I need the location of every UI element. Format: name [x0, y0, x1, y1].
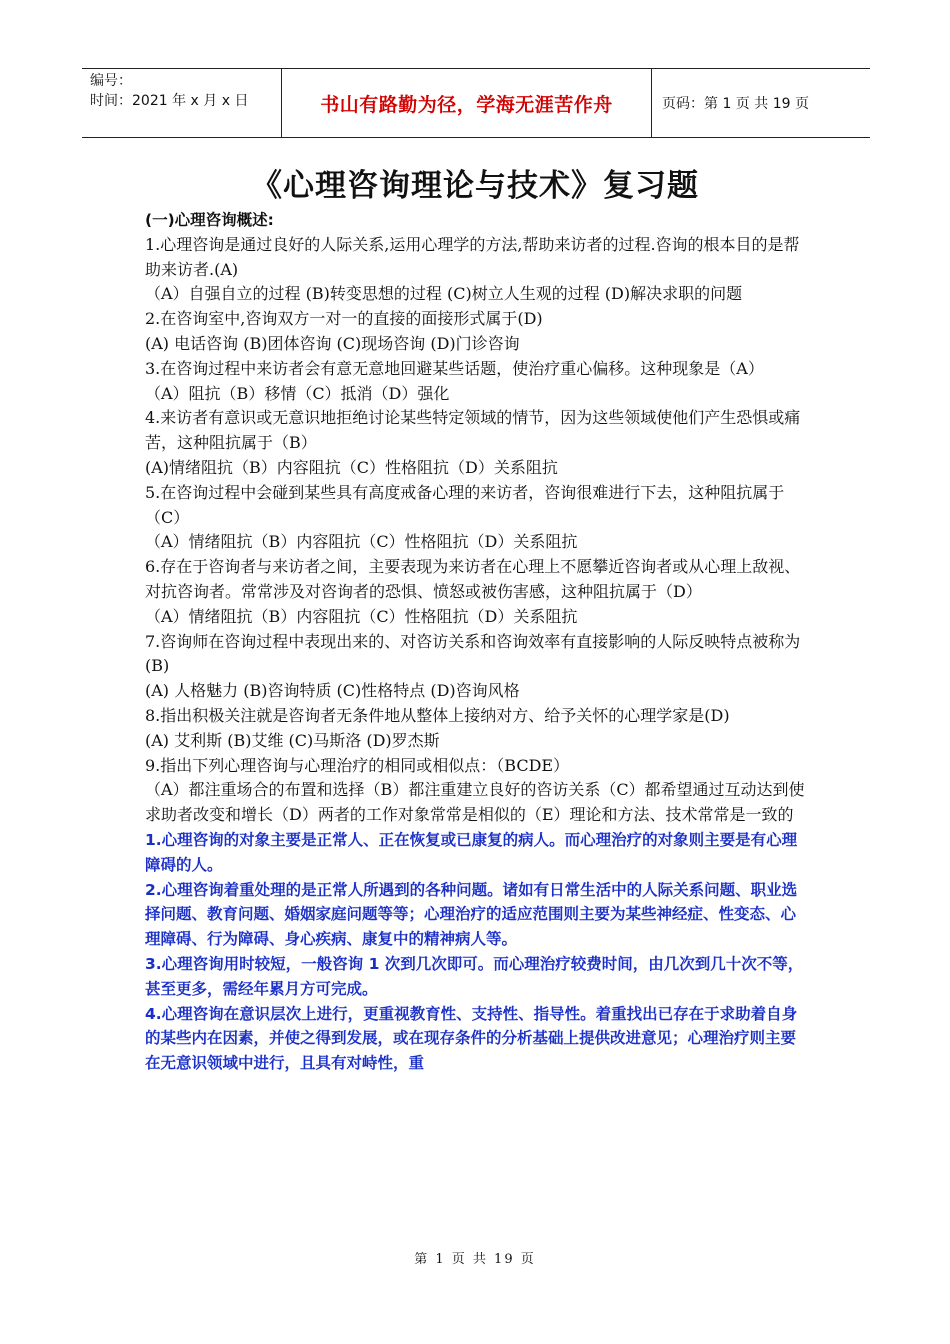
- highlight-paragraph: 4.心理咨询在意识层次上进行，更重视教育性、支持性、指导性。着重找出已存在于求助着自身的某些内在因素，并使之得到发展，或在现存条件的分析基础上提供改进意见；心理治疗则主要在无意识领域中进行，且具有对峙性，重: [145, 1004, 798, 1073]
- paragraph: 3.在咨询过程中来访者会有意无意地回避某些话题，使治疗重心偏移。这种现象是（A）: [145, 358, 764, 378]
- section-title: (一)心理咨询概述:: [145, 211, 274, 229]
- paragraph: 5.在咨询过程中会碰到某些具有高度戒备心理的来访者，咨询很难进行下去，这种阻抗属于（C）: [145, 482, 785, 527]
- paragraph: 2.在咨询室中,咨询双方一对一的直接的面接形式属于(D): [145, 309, 543, 329]
- header-meta: [82, 69, 282, 137]
- paragraph: 7.咨询师在咨询过程中表现出来的、对咨访关系和咨询效率有直接影响的人际反映特点被称为(B): [145, 631, 801, 676]
- paragraph: (A) 人格魅力 (B)咨询特质 (C)性格特点 (D)咨询风格: [145, 681, 520, 701]
- paragraph: （A）自强自立的过程 (B)转变思想的过程 (C)树立人生观的过程 (D)解决求职的问题: [145, 284, 743, 304]
- header-motto: 书山有路勤为径，学海无涯苦作舟: [282, 69, 652, 137]
- page-footer: 第 1 页 共 19 页: [414, 1252, 536, 1267]
- paragraph: 9.指出下列心理咨询与心理治疗的相同或相似点：（BCDE）: [145, 755, 570, 775]
- highlight-paragraph: 1.心理咨询的对象主要是正常人、正在恢复或已康复的病人。而心理治疗的对象则主要是有心理障碍的人。: [145, 830, 798, 874]
- document-body: [145, 208, 810, 1076]
- paragraph: 6.存在于咨询者与来访者之间，主要表现为来访者在心理上不愿攀近咨询者或从心理上敌视、对抗咨询者。常常涉及对咨询者的恐惧、愤怒或被伤害感，这种阻抗属于（D）: [145, 557, 801, 601]
- paragraph: （A）阻抗（B）移情（C）抵消（D）强化: [145, 383, 450, 403]
- highlight-paragraph: 3.心理咨询用时较短，一般咨询 1 次到几次即可。而心理治疗较费时间，由几次到几十次不等，甚至更多，需经年累月方可完成。: [145, 954, 804, 998]
- document-header: [82, 68, 870, 138]
- paragraph: （A）情绪阻抗（B）内容阻抗（C）性格阻抗（D）关系阻抗: [145, 532, 578, 552]
- paragraph: (A) 艾利斯 (B)艾维 (C)马斯洛 (D)罗杰斯: [145, 730, 440, 750]
- document-title: 《心理咨询理论与技术》复习题: [251, 168, 699, 204]
- paragraph: （A）情绪阻抗（B）内容阻抗（C）性格阻抗（D）关系阻抗: [145, 606, 578, 626]
- paragraph: （A）都注重场合的布置和选择（B）都注重建立良好的咨访关系（C）都希望通过互动达到使求助者改变和增长（D）两者的工作对象常常是相似的（E）理论和方法、技术常常是一致的: [145, 780, 805, 825]
- highlight-paragraph: 2.心理咨询着重处理的是正常人所遇到的各种问题。诸如有日常生活中的人际关系问题、职业选择问题、教育问题、婚姻家庭问题等等；心理治疗的适应范围则主要为某些神经症、性变态、心理障碍、行为障碍、身心疾病、康复中的精神病人等。: [145, 880, 798, 949]
- paragraph: (A) 电话咨询 (B)团体咨询 (C)现场咨询 (D)门诊咨询: [145, 333, 520, 353]
- header-date: 时间：2021 年 x 月 x 日: [90, 93, 249, 109]
- paragraph: (A)情绪阻抗（B）内容阻抗（C）性格阻抗（D）关系阻抗: [145, 457, 558, 477]
- paragraph: 4.来访者有意识或无意识地拒绝讨论某些特定领域的情节，因为这些领域使他们产生恐惧或痛苦，这种阻抗属于（B）: [145, 408, 801, 453]
- header-page-info: 页码：第 1 页 共 19 页: [662, 96, 809, 112]
- header-number-label: 编号：: [90, 73, 132, 89]
- paragraph: 8.指出积极关注就是咨询者无条件地从整体上接纳对方、给予关怀的心理学家是(D): [145, 705, 730, 725]
- paragraph: 1.心理咨询是通过良好的人际关系,运用心理学的方法,帮助来访者的过程.咨询的根本目的是帮助来访者.(A): [145, 234, 800, 279]
